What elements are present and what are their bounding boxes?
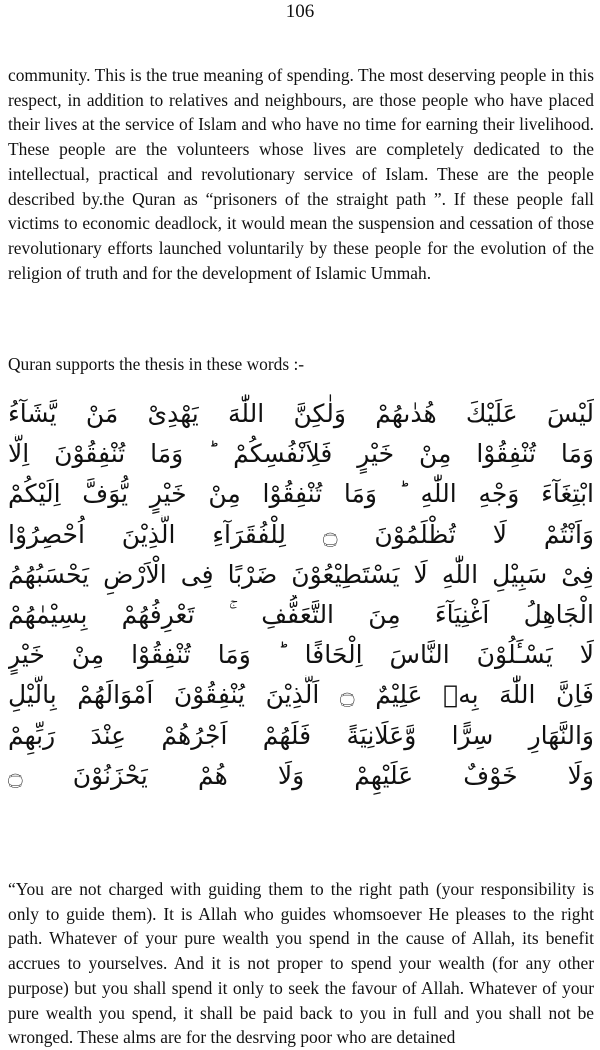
quran-verse-line: وَالنَّهَارِ سِرًّا وَّعَلَانِيَةً فَلَهُمْ اَجْرُهُمْ عِنْدَ رَبِّهِمْ [8,720,594,750]
quran-verse-line: وَلَا خَوْفٌ عَلَيْهِمْ وَلَا هُمْ يَحْزَنُوْنَ ۝ [8,760,594,790]
page-number: 106 [285,1,315,22]
body-paragraph-translation: “You are not charged with guiding them to the right path (your responsibility is only to guide them). It is Allah who guides whomsoever He pleases to the right path. Whatever of your pure wealth you spend in the cause of Allah, its benefit accrues to yourselves. And it is not proper to spend your wealth (for any other purpose) but you shall spend it only to seek the favour of Allah. Whatever of your pure wealth you spend, it shall be paid back to you in full and you shall not be wronged. These alms are for the desrving poor who are detained [8,879,594,1048]
quran-verse-line: وَمَا تُنْفِقُوْا مِنْ خَيْرٍ فَلِاَنْفُسِكُمْ ؕ وَمَا تُنْفِقُوْنَ اِلَّا [8,439,594,469]
quran-verse-block [8,394,594,796]
quran-verse-line: ابْتِغَآءَ وَجْهِ اللّٰهِ ؕ وَمَا تُنْفِقُوْا مِنْ خَيْرٍ يُّوَفَّ اِلَيْكُمْ [8,479,594,509]
quran-verse-line: فَاِنَّ اللّٰهَ بِهٖ عَلِيْمٌ ۝ اَلَّذِيْنَ يُنْفِقُوْنَ اَمْوَالَهُمْ بِالَّيْلِ [8,680,594,710]
quran-verse-line: لَا يَسْـَٔلُوْنَ النَّاسَ اِلْحَافًا ؕ وَمَا تُنْفِقُوْا مِنْ خَيْرٍ [8,640,594,670]
quran-verse-line: فِىْ سَبِيْلِ اللّٰهِ لَا يَسْتَطِيْعُوْنَ ضَرْبًا فِى الْاَرْضِ يَحْسَبُهُمُ [8,559,594,589]
body-paragraph-spending: community. This is the true meaning of spending. The most deserving people in this respect, in addition to relatives and neighbours, are those people who have placed their lives at the service of Islam and who have no time for earning their livelihood. These people are the volunteers whose lives are completely dedicated to the intellectual, practical and revolutionary service of Islam. These are the people described by.the Quran as “prisoners of the straight path ”. If these people fall victims to economic deadlock, it would mean the suspension and cessation of those revolutionary efforts launched voluntarily by these people for the evolution of the religion of truth and for the development of Islamic Ummah. [8,65,594,283]
quran-verse-line: وَاَنْتُمْ لَا تُظْلَمُوْنَ ۝ لِلْفُقَرَآءِ الَّذِيْنَ اُحْصِرُوْا [8,519,594,549]
quran-verse-line: الْجَاهِلُ اَغْنِيَآءَ مِنَ التَّعَفُّفِ ۚ تَعْرِفُهُمْ بِسِيْمٰهُمْ [8,599,594,629]
body-paragraph-quran-intro: Quran supports the thesis in these words :- [8,354,305,374]
quran-verse-line: لَيْسَ عَلَيْكَ هُدٰىهُمْ وَلٰكِنَّ اللّٰهَ يَهْدِىْ مَنْ يَّشَآءُ [8,399,594,428]
